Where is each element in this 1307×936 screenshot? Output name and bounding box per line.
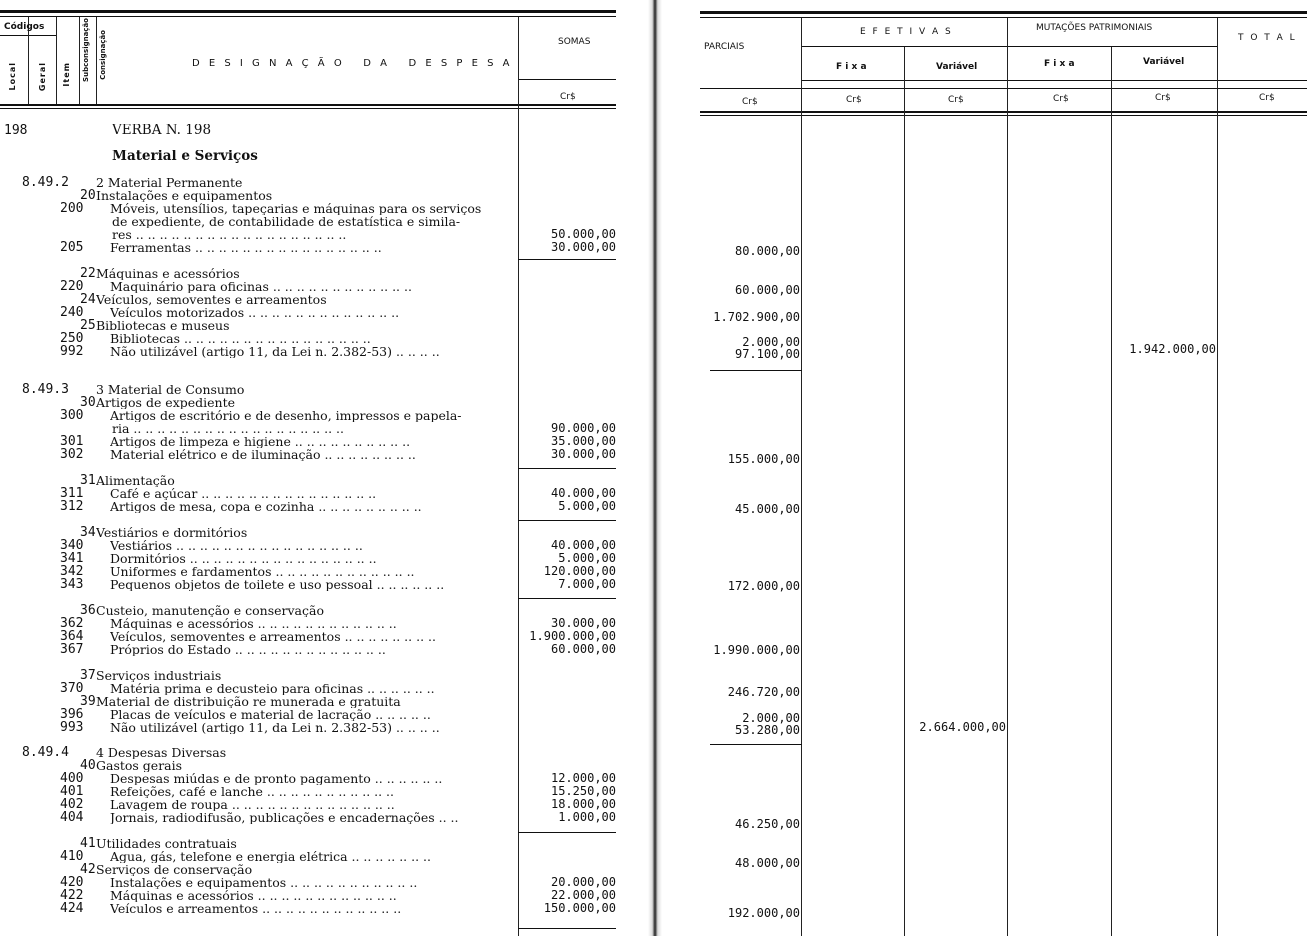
parcial-value: 172.000,00 (727, 579, 800, 593)
efetivas-variavel-header: Variável (936, 62, 978, 72)
row-soma: 40.000,00 (550, 486, 616, 500)
row-designation: Serviços de conservação (96, 863, 253, 876)
local-column-header: Local (8, 62, 17, 91)
row-code: 30 (80, 395, 96, 410)
row-designation: VERBA N. 198 (112, 124, 212, 137)
row-code: 37 (80, 668, 96, 683)
row-code: 205 (60, 240, 84, 255)
row-designation: 4 Despesas Diversas (96, 746, 227, 759)
row-code: 402 (60, 797, 84, 812)
parcial-value: 48.000,00 (734, 856, 800, 870)
row-code: 367 (60, 642, 84, 657)
mutacoes-header: MUTAÇÕES PATRIMONIAIS (1036, 23, 1153, 33)
row-code: 34 (80, 525, 96, 540)
row-code: 36 (80, 603, 96, 618)
row-code: 250 (60, 331, 84, 346)
row-designation: 3 Material de Consumo (96, 383, 245, 396)
row-code: 302 (60, 447, 84, 462)
designacao-header: D E S I G N A Ç Ã O D A D E S P E S A (192, 58, 513, 69)
total-header: T O T A L (1238, 33, 1297, 43)
row-soma: 30.000,00 (550, 447, 616, 461)
row-soma: 22.000,00 (550, 888, 616, 902)
row-code: 422 (60, 888, 84, 903)
row-designation: Placas de veículos e material de lacração .. .. .. .. .. (110, 708, 431, 721)
row-designation: Jornais, radiodifusão, publicações e encadernações .. .. (110, 811, 459, 824)
row-soma: 7.000,00 (558, 577, 616, 591)
row-designation: Matéria prima e decusteio para oficinas .. .. .. .. .. .. (110, 682, 435, 695)
parcial-value: 192.000,00 (727, 906, 800, 920)
parcial-value: 46.250,00 (734, 817, 800, 831)
row-designation: Bibliotecas .. .. .. .. .. .. .. .. .. .. .. .. .. .. .. .. (110, 332, 371, 345)
row-code: 300 (60, 408, 84, 423)
row-designation: Pequenos objetos de toilete e uso pessoal .. .. .. .. .. .. (110, 578, 445, 591)
row-soma: 90.000,00 (550, 421, 616, 435)
row-designation: Refeições, café e lanche .. .. .. .. .. .. .. .. .. .. .. (110, 785, 395, 798)
parcial-value: 1.702.900,00 (713, 310, 800, 324)
row-soma: 30.000,00 (550, 616, 616, 630)
efetivas-variavel-total: 2.664.000,00 (919, 720, 1006, 734)
row-code: 240 (60, 305, 84, 320)
row-code: 200 (60, 201, 84, 216)
row-code: 301 (60, 434, 84, 449)
row-designation: de expediente, de contabilidade de estatística e simila- (112, 215, 461, 228)
row-code: 22 (80, 266, 96, 281)
efetivas-header: E F E T I V A S (860, 27, 953, 37)
row-designation: Artigos de mesa, copa e cozinha .. .. .. .. .. .. .. .. .. (110, 500, 422, 513)
row-designation: Material e Serviços (112, 150, 258, 163)
row-designation: Vestiários .. .. .. .. .. .. .. .. .. .. .. .. .. .. .. .. (110, 539, 363, 552)
row-code: 198 (4, 123, 28, 138)
row-designation: Uniformes e fardamentos .. .. .. .. .. .. .. .. .. .. .. .. (110, 565, 415, 578)
row-designation: Máquinas e acessórios (96, 267, 240, 280)
parciais-header: PARCIAIS (704, 42, 745, 52)
row-code: 396 (60, 707, 84, 722)
row-designation: Veículos, semoventes e arreamentos .. .. .. .. .. .. .. .. (110, 630, 436, 643)
row-designation: Material elétrico e de iluminação .. .. .. .. .. .. .. .. (110, 448, 416, 461)
row-soma: 35.000,00 (550, 434, 616, 448)
variavel-currency: Cr$ (948, 95, 964, 105)
row-code: 8.49.4 (22, 745, 69, 760)
row-designation: Artigos de limpeza e higiene .. .. .. .. .. .. .. .. .. .. (110, 435, 411, 448)
row-designation: Veículos motorizados .. .. .. .. .. .. .. .. .. .. .. .. .. (110, 306, 400, 319)
mutacoes-variavel-total: 1.942.000,00 (1129, 342, 1216, 356)
row-designation: Bibliotecas e museus (96, 319, 230, 332)
row-designation: Utilidades contratuais (96, 837, 237, 850)
row-designation: Móveis, utensílios, tapeçarias e máquinas para os serviços (110, 202, 482, 215)
row-code: 404 (60, 810, 84, 825)
row-code: 39 (80, 694, 96, 709)
row-designation: Instalações e equipamentos .. .. .. .. .. .. .. .. .. .. .. (110, 876, 418, 889)
row-code: 42 (80, 862, 96, 877)
row-designation: Maquinário para oficinas .. .. .. .. .. .. .. .. .. .. .. .. (110, 280, 412, 293)
row-designation: Artigos de expediente (96, 396, 236, 409)
row-soma: 20.000,00 (550, 875, 616, 889)
row-designation: Próprios do Estado .. .. .. .. .. .. .. .. .. .. .. .. .. (110, 643, 386, 656)
row-code: 370 (60, 681, 84, 696)
row-soma: 5.000,00 (558, 551, 616, 565)
total-currency: Cr$ (1259, 93, 1275, 103)
row-designation: Não utilizável (artigo 11, da Lei n. 2.382-53) .. .. .. .. (110, 721, 440, 734)
row-designation: Despesas miúdas e de pronto pagamento .. .. .. .. .. .. (110, 772, 443, 785)
row-designation: Ferramentas .. .. .. .. .. .. .. .. .. .. .. .. .. .. .. .. (110, 241, 382, 254)
row-designation: Não utilizável (artigo 11, da Lei n. 2.382-53) .. .. .. .. (110, 345, 440, 358)
parcial-value: 2.000,00 (742, 335, 800, 349)
fixa-currency: Cr$ (846, 95, 862, 105)
row-code: 220 (60, 279, 84, 294)
row-soma: 150.000,00 (543, 901, 616, 915)
row-designation: Vestiários e dormitórios (96, 526, 248, 539)
row-designation: Agua, gás, telefone e energia elétrica .. .. .. .. .. .. .. (110, 850, 431, 863)
row-designation: Artigos de escritório e de desenho, impressos e papela- (110, 409, 462, 422)
book-spine (648, 0, 662, 936)
mutacoes-fixa-header: F i x a (1044, 59, 1075, 69)
parcial-value: 155.000,00 (727, 452, 800, 466)
row-code: 312 (60, 499, 84, 514)
parcial-value: 80.000,00 (734, 244, 800, 258)
row-soma: 30.000,00 (550, 240, 616, 254)
parcial-value: 53.280,00 (734, 723, 800, 737)
row-code: 8.49.2 (22, 175, 69, 190)
geral-column-header: Geral (38, 62, 47, 92)
parcial-value: 45.000,00 (734, 502, 800, 516)
parciais-currency: Cr$ (742, 97, 758, 107)
row-designation: Veículos e arreamentos .. .. .. .. .. .. .. .. .. .. .. .. (110, 902, 402, 915)
row-soma: 120.000,00 (543, 564, 616, 578)
row-code: 400 (60, 771, 84, 786)
row-designation: Máquinas e acessórios .. .. .. .. .. .. .. .. .. .. .. .. (110, 889, 397, 902)
row-designation: ria .. .. .. .. .. .. .. .. .. .. .. .. .. .. .. .. .. .. (112, 422, 344, 435)
row-soma: 1.000,00 (558, 810, 616, 824)
row-soma: 12.000,00 (550, 771, 616, 785)
codigos-label: Códigos (4, 22, 45, 32)
row-code: 420 (60, 875, 84, 890)
row-code: 993 (60, 720, 84, 735)
item-column-header: Item (62, 62, 71, 87)
row-soma: 1.900.000,00 (529, 629, 616, 643)
row-code: 992 (60, 344, 84, 359)
row-soma: 40.000,00 (550, 538, 616, 552)
row-designation: Alimentação (96, 474, 175, 487)
row-code: 364 (60, 629, 84, 644)
row-designation: Veículos, semoventes e arreamentos (96, 293, 327, 306)
row-code: 401 (60, 784, 84, 799)
row-soma: 18.000,00 (550, 797, 616, 811)
row-code: 343 (60, 577, 84, 592)
parcial-value: 2.000,00 (742, 711, 800, 725)
row-designation: Máquinas e acessórios .. .. .. .. .. .. .. .. .. .. .. .. (110, 617, 397, 630)
subconsignacao-column-header: Subconsignação (82, 18, 90, 82)
row-code: 40 (80, 758, 96, 773)
parcial-value: 1.990.000,00 (713, 643, 800, 657)
row-code: 341 (60, 551, 84, 566)
mutacoes-fixa-currency: Cr$ (1053, 94, 1069, 104)
parcial-value: 60.000,00 (734, 283, 800, 297)
row-code: 362 (60, 616, 84, 631)
efetivas-fixa-header: F i x a (836, 62, 867, 72)
row-designation: Custeio, manutenção e conservação (96, 604, 324, 617)
somas-currency: Cr$ (560, 92, 576, 102)
row-code: 24 (80, 292, 96, 307)
row-soma: 5.000,00 (558, 499, 616, 513)
row-code: 410 (60, 849, 84, 864)
row-soma: 60.000,00 (550, 642, 616, 656)
row-code: 8.49.3 (22, 382, 69, 397)
parcial-value: 97.100,00 (734, 347, 800, 361)
parcial-value: 246.720,00 (727, 685, 800, 699)
row-code: 424 (60, 901, 84, 916)
mutacoes-variavel-header: Variável (1143, 57, 1185, 67)
consignacao-column-header: Consignação (99, 30, 107, 80)
mutacoes-variavel-currency: Cr$ (1155, 93, 1171, 103)
row-designation: Lavagem de roupa .. .. .. .. .. .. .. .. .. .. .. .. .. .. (110, 798, 395, 811)
row-designation: Dormitórios .. .. .. .. .. .. .. .. .. .. .. .. .. .. .. .. (110, 552, 377, 565)
row-code: 311 (60, 486, 84, 501)
row-designation: 2 Material Permanente (96, 176, 243, 189)
row-code: 25 (80, 318, 96, 333)
row-soma: 50.000,00 (550, 227, 616, 241)
row-designation: Café e açúcar .. .. .. .. .. .. .. .. .. .. .. .. .. .. .. (110, 487, 377, 500)
row-code: 41 (80, 836, 96, 851)
row-code: 20 (80, 188, 96, 203)
row-designation: res .. .. .. .. .. .. .. .. .. .. .. .. .. .. .. .. .. .. (112, 228, 347, 241)
row-code: 31 (80, 473, 96, 488)
row-designation: Serviços industriais (96, 669, 222, 682)
row-designation: Material de distribuição re munerada e gratuita (96, 695, 401, 708)
row-soma: 15.250,00 (550, 784, 616, 798)
row-designation: Instalações e equipamentos (96, 189, 273, 202)
row-code: 340 (60, 538, 84, 553)
somas-header: SOMAS (558, 37, 591, 47)
row-code: 342 (60, 564, 84, 579)
row-designation: Gastos gerais (96, 759, 183, 772)
